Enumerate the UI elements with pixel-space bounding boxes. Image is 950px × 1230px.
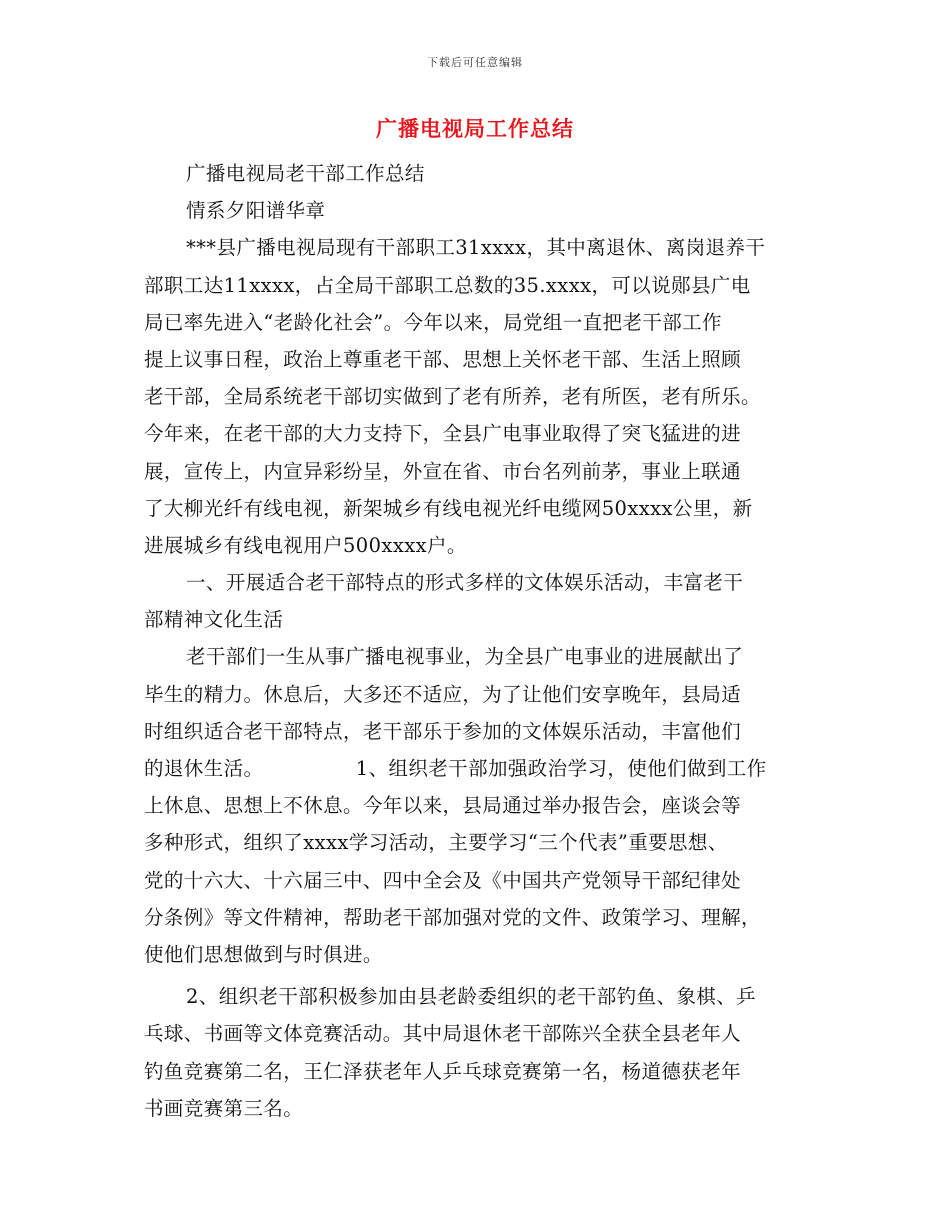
paragraph-line: 党的十六大、十六届三中、四中全会及《中国共产党领导干部纪律处 xyxy=(144,868,742,892)
paragraph-line: 部职工达11xxxx，占全局干部职工总数的35.xxxx，可以说郧县广电 xyxy=(144,273,751,297)
subtitle-line: 广播电视局老干部工作总结 xyxy=(186,162,425,185)
paragraph-line: 展，宣传上，内宣异彩纷呈，外宣在省、市台名列前茅，事业上联通 xyxy=(144,459,742,483)
paragraph-line: 2、组织老干部积极参加由县老龄委组织的老干部钓鱼、象棋、乒 xyxy=(186,985,757,1009)
paragraph-line: 多种形式，组织了xxxx学习活动，主要学习“三个代表”重要思想、 xyxy=(144,831,728,855)
paragraph-line: 老干部，全局系统老干部切实做到了老有所养，老有所医，老有所乐。 xyxy=(144,385,761,409)
paragraph-line: 今年来，在老干部的大力支持下，全县广电事业取得了突飞猛进的进 xyxy=(144,422,742,446)
paragraph-line: 了大柳光纤有线电视，新架城乡有线电视光纤电缆网50xxxx公里，新 xyxy=(144,496,753,520)
subtitle-line: 情系夕阳谱华章 xyxy=(186,199,326,223)
paragraph-line: 书画竞赛第三名。 xyxy=(144,1096,304,1120)
section-heading-line: 部精神文化生活 xyxy=(144,608,284,632)
paragraph-line: 老干部们一生从事广播电视事业，为全县广电事业的进展献出了 xyxy=(186,645,744,669)
paragraph-line: 分条例》等文件精神，帮助老干部加强对党的文件、政策学习、理解， xyxy=(144,905,761,929)
document-body xyxy=(144,155,809,1127)
paragraph-line: 钓鱼竞赛第二名，王仁泽获老年人乒乓球竞赛第一名，杨道德获老年 xyxy=(144,1059,742,1083)
section-heading-line: 一、开展适合老干部特点的形式多样的文体娱乐活动，丰富老干 xyxy=(186,571,744,595)
paragraph-line: 上休息、思想上不休息。今年以来，县局通过举办报告会，座谈会等 xyxy=(144,794,742,818)
paragraph-line: 提上议事日程，政治上尊重老干部、思想上关怀老干部、生活上照顾 xyxy=(144,347,742,371)
paragraph-line: 进展城乡有线电视用户500xxxx户。 xyxy=(144,533,467,557)
paragraph-line: 使他们思想做到与时俱进。 xyxy=(144,942,383,966)
paragraph-line: 时组织适合老干部特点，老干部乐于参加的文体娱乐活动，丰富他们 xyxy=(144,719,742,743)
document-title: 广播电视局工作总结 xyxy=(376,116,574,141)
paragraph-line: 乓球、书画等文体竞赛活动。其中局退休老干部陈兴全获全县老年人 xyxy=(144,1022,742,1046)
paragraph-line: 局已率先进入“老龄化社会”。今年以来，局党组一直把老干部工作 xyxy=(144,310,722,334)
paragraph-line: 的退休生活。 1、组织老干部加强政治学习，使他们做到工作 xyxy=(144,757,767,780)
paragraph-line: 毕生的精力。休息后，大多还不适应，为了让他们安享晚年，县局适 xyxy=(144,682,742,706)
header-note: 下载后可任意编辑 xyxy=(427,56,523,69)
paragraph-line: ***县广播电视局现有干部职工31xxxx，其中离退休、离岗退养干 xyxy=(186,236,766,260)
